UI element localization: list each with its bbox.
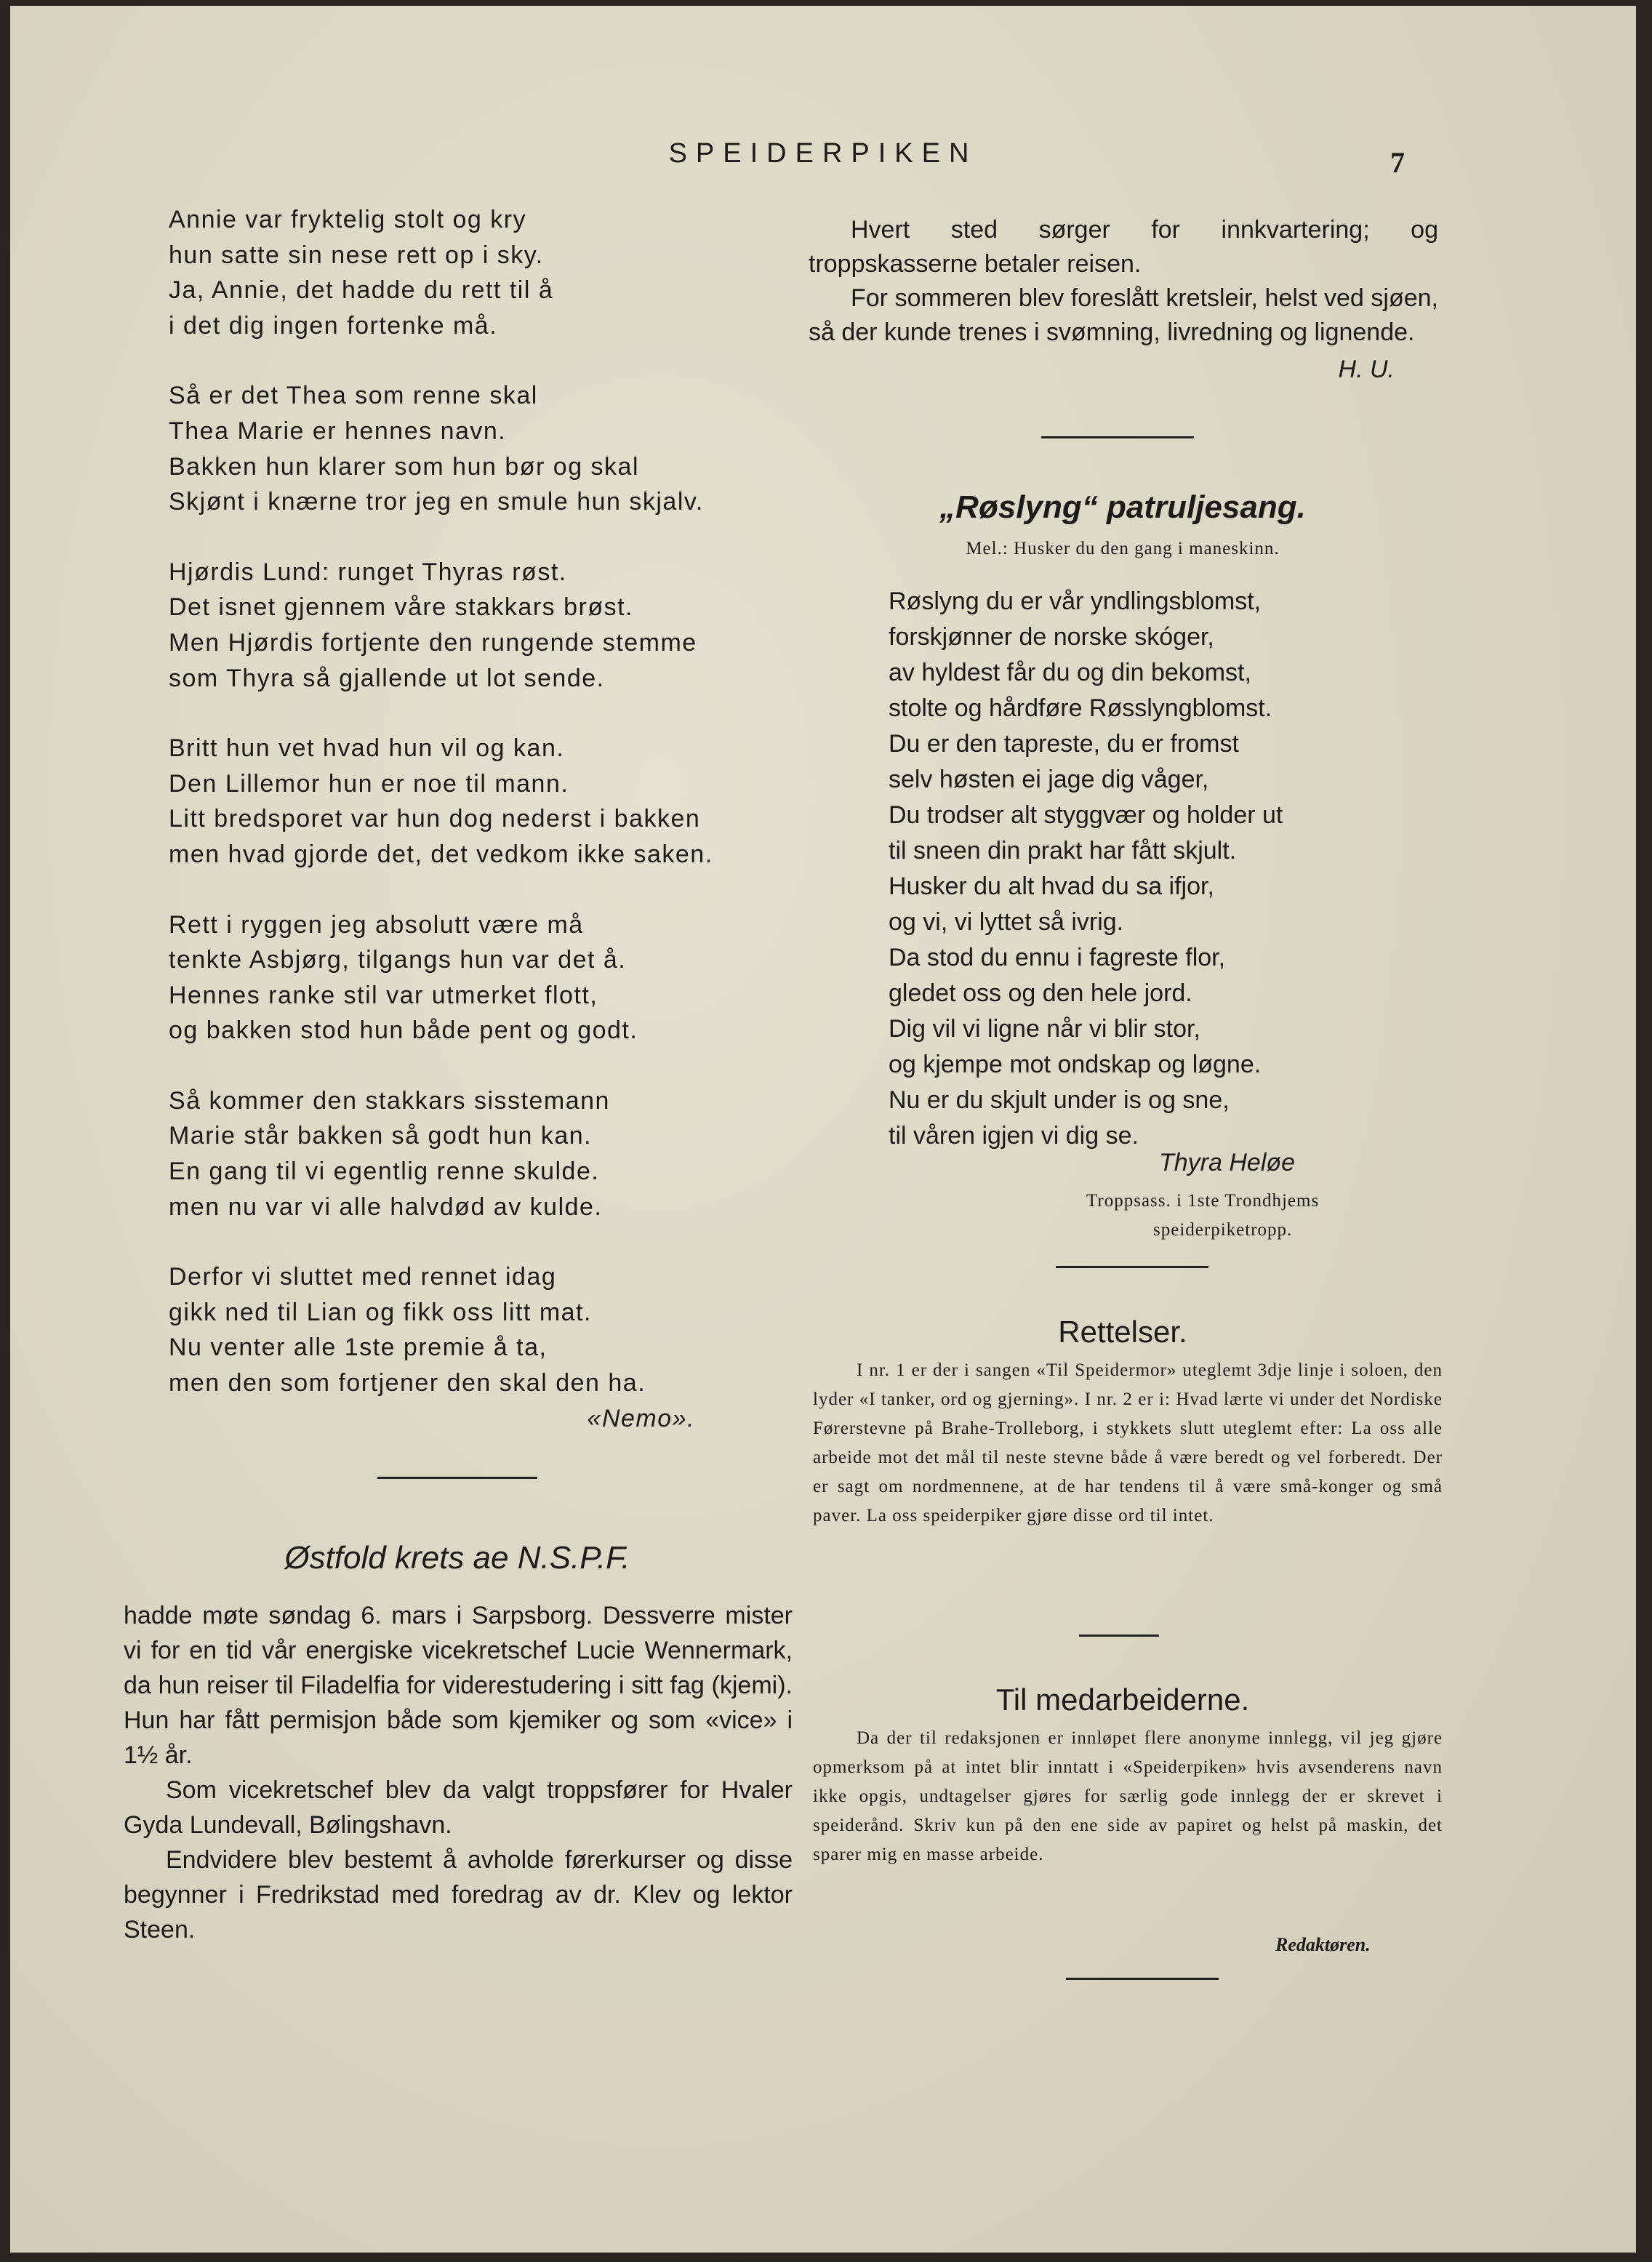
poem-line: tenkte Asbjørg, tilgangs hun var det å. bbox=[169, 946, 627, 974]
song-line: til våren igjen vi dig se. bbox=[889, 1122, 1139, 1150]
song-line: Du er den tapreste, du er fromst bbox=[889, 730, 1239, 758]
page-number: 7 bbox=[1390, 146, 1405, 179]
poem-stanza bbox=[169, 555, 801, 696]
poem-line: men hvad gjorde det, det vedkom ikke saken. bbox=[169, 840, 713, 868]
rettelser-text: I nr. 1 er der i sangen «Til Speidermor» uteglemt 3dje linje i soloen, den lyder «I tanker, ord og gjerning». I nr. 2 er i: Hvad lærte vi under det Nordiske Førerstevne på Brahe-Trolleborg, i stykkets slutt uteglemt efter: La oss alle arbeide mot det mål til neste stevne både å være beredt og vel forberedt. Der er sagt om nordmennene, at de har tendens til å være små-konger og små paver. La oss speiderpiker gjøre disse ord til intet. bbox=[813, 1360, 1443, 1525]
poem-line: og bakken stod hun både pent og godt. bbox=[169, 1016, 638, 1045]
newspaper-page bbox=[10, 6, 1636, 2253]
poem-stanza bbox=[169, 1259, 801, 1436]
poem-line: Bakken hun klarer som hun bør og skal bbox=[169, 452, 640, 481]
poem-line: Hennes ranke stil var utmerket flott, bbox=[169, 981, 598, 1009]
divider-rule bbox=[1056, 1266, 1208, 1268]
poem-stanza bbox=[169, 1083, 801, 1224]
ostfold-paragraph: hadde møte søndag 6. mars i Sarpsborg. Dessverre mister vi for en tid vår energiske vicekretschef Lucie Wennermark, da hun reiser til Filadelfia for viderestudering i sitt fag (kjemi). Hun har fått permisjon både som kjemiker og som «vice» i 1½ år. bbox=[124, 1602, 793, 1769]
poem-line: En gang til vi egentlig renne skulde. bbox=[169, 1158, 600, 1186]
continuation-article bbox=[809, 213, 1438, 387]
roslyng-melody: Mel.: Husker du den gang i maneskinn. bbox=[966, 539, 1280, 558]
poem-line: men den som fortjener den skal den ha. bbox=[169, 1369, 646, 1397]
song-line: av hyldest får du og din bekomst, bbox=[889, 659, 1251, 686]
poem-stanza bbox=[169, 378, 801, 519]
song-line: og vi, vi lyttet så ivrig. bbox=[889, 908, 1124, 936]
divider-rule bbox=[1079, 1635, 1159, 1637]
poem-line: Så kommer den stakkars sisstemann bbox=[169, 1086, 610, 1115]
continuation-signature: H. U. bbox=[1338, 356, 1395, 383]
song-line: selv høsten ei jage dig våger, bbox=[889, 766, 1209, 793]
divider-rule bbox=[1041, 436, 1194, 438]
poem-line: Skjønt i knærne tror jeg en smule hun skjalv. bbox=[169, 488, 704, 516]
poem-signature: «Nemo». bbox=[587, 1404, 695, 1432]
continuation-paragraph: Hvert sted sørger for innkvartering; og troppskasserne betaler reisen. bbox=[809, 216, 1438, 278]
ostfold-paragraph: Endvidere blev bestemt å avholde førerkurser og disse begynner i Fredrikstad med foredrag av dr. Klev og lektor Steen. bbox=[124, 1846, 793, 1944]
poem-line: Rett i ryggen jeg absolutt være må bbox=[169, 910, 584, 939]
ostfold-heading: Østfold krets ae N.S.P.F. bbox=[284, 1540, 630, 1576]
song-line: stolte og hårdføre Røsslyngblomst. bbox=[889, 694, 1272, 722]
song-author-title: Troppsass. i 1ste Trondhjems bbox=[1086, 1191, 1320, 1211]
page-header-title: SPEIDERPIKEN bbox=[668, 138, 978, 169]
poem-line: men nu var vi alle halvdød av kulde. bbox=[169, 1192, 603, 1221]
poem-line: Britt hun vet hvad hun vil og kan. bbox=[169, 734, 565, 763]
poem-line: Den Lillemor hun er noe til mann. bbox=[169, 769, 569, 798]
poem-line: hun satte sin nese rett op i sky. bbox=[169, 241, 544, 269]
ostfold-paragraph: Som vicekretschef blev da valgt troppsfører for Hvaler Gyda Lundevall, Bølingshavn. bbox=[124, 1776, 793, 1839]
poem-line: Marie står bakken så godt hun kan. bbox=[169, 1122, 593, 1150]
song-line: Nu er du skjult under is og sne, bbox=[889, 1086, 1230, 1114]
song-line: og kjempe mot ondskap og løgne. bbox=[889, 1051, 1262, 1078]
poem-line: i det dig ingen fortenke må. bbox=[169, 311, 498, 340]
poem-line: gikk ned til Lian og fikk oss litt mat. bbox=[169, 1298, 592, 1326]
poem-line: Hjørdis Lund: runget Thyras røst. bbox=[169, 558, 567, 586]
rettelser-heading: Rettelser. bbox=[1058, 1315, 1187, 1349]
poem-line: Ja, Annie, det hadde du rett til å bbox=[169, 276, 554, 305]
roslyng-heading: „Røslyng“ patruljesang. bbox=[939, 489, 1306, 525]
poem-line: Annie var fryktelig stolt og kry bbox=[169, 206, 527, 233]
poem bbox=[169, 202, 801, 1436]
song-line: Husker du alt hvad du sa ifjor, bbox=[889, 873, 1214, 900]
song-line: Røslyng du er vår yndlingsblomst, bbox=[889, 587, 1262, 615]
roslyng-song bbox=[889, 584, 1283, 1154]
poem-line: Nu venter alle 1ste premie å ta, bbox=[169, 1333, 548, 1362]
poem-line: som Thyra så gjallende ut lot sende. bbox=[169, 664, 605, 692]
song-line: Du trodser alt styggvær og holder ut bbox=[889, 801, 1283, 829]
song-line: Dig vil vi ligne når vi blir stor, bbox=[889, 1015, 1200, 1043]
medarbeiderne-signature: Redaktøren. bbox=[1275, 1934, 1371, 1955]
medarbeiderne-text: Da der til redaksjonen er innløpet flere anonyme innlegg, vil jeg gjøre opmerksom på at intet blir inntatt i «Speiderpiken» hvis avsenderens navn ikke opgis, undtagelser gjøres for særlig gode innlegg der er skrevet i speiderånd. Skriv kun på den ene side av papiret og helst på maskin, det sparer mig en masse arbeide. bbox=[813, 1728, 1443, 1864]
medarbeiderne-heading: Til medarbeiderne. bbox=[995, 1683, 1250, 1717]
poem-line: Thea Marie er hennes navn. bbox=[169, 417, 507, 445]
poem-stanza bbox=[169, 202, 801, 343]
poem-line: Så er det Thea som renne skal bbox=[169, 382, 538, 410]
song-line: Da stod du ennu i fagreste flor, bbox=[889, 944, 1226, 971]
continuation-paragraph: For sommeren blev foreslått kretsleir, helst ved sjøen, så der kunde trenes i svømning, livredning og lignende. bbox=[809, 284, 1438, 346]
poem-line: Men Hjørdis fortjente den rungende stemme bbox=[169, 628, 697, 657]
song-line: gledet oss og den hele jord. bbox=[889, 979, 1192, 1007]
poem-stanza bbox=[169, 731, 801, 872]
divider-rule bbox=[1066, 1978, 1219, 1980]
poem-line: Litt bredsporet var hun dog nederst i bakken bbox=[169, 805, 701, 833]
poem-line: Derfor vi sluttet med rennet idag bbox=[169, 1263, 557, 1291]
ostfold-article bbox=[124, 1598, 793, 1947]
song-author-title: speiderpiketropp. bbox=[1153, 1220, 1293, 1240]
song-author: Thyra Heløe bbox=[1159, 1149, 1296, 1176]
song-line: til sneen din prakt har fått skjult. bbox=[889, 837, 1237, 865]
song-line: forskjønner de norske skóger, bbox=[889, 623, 1214, 651]
divider-rule bbox=[377, 1477, 537, 1479]
poem-stanza bbox=[169, 907, 801, 1048]
poem-line: Det isnet gjennem våre stakkars brøst. bbox=[169, 593, 634, 622]
